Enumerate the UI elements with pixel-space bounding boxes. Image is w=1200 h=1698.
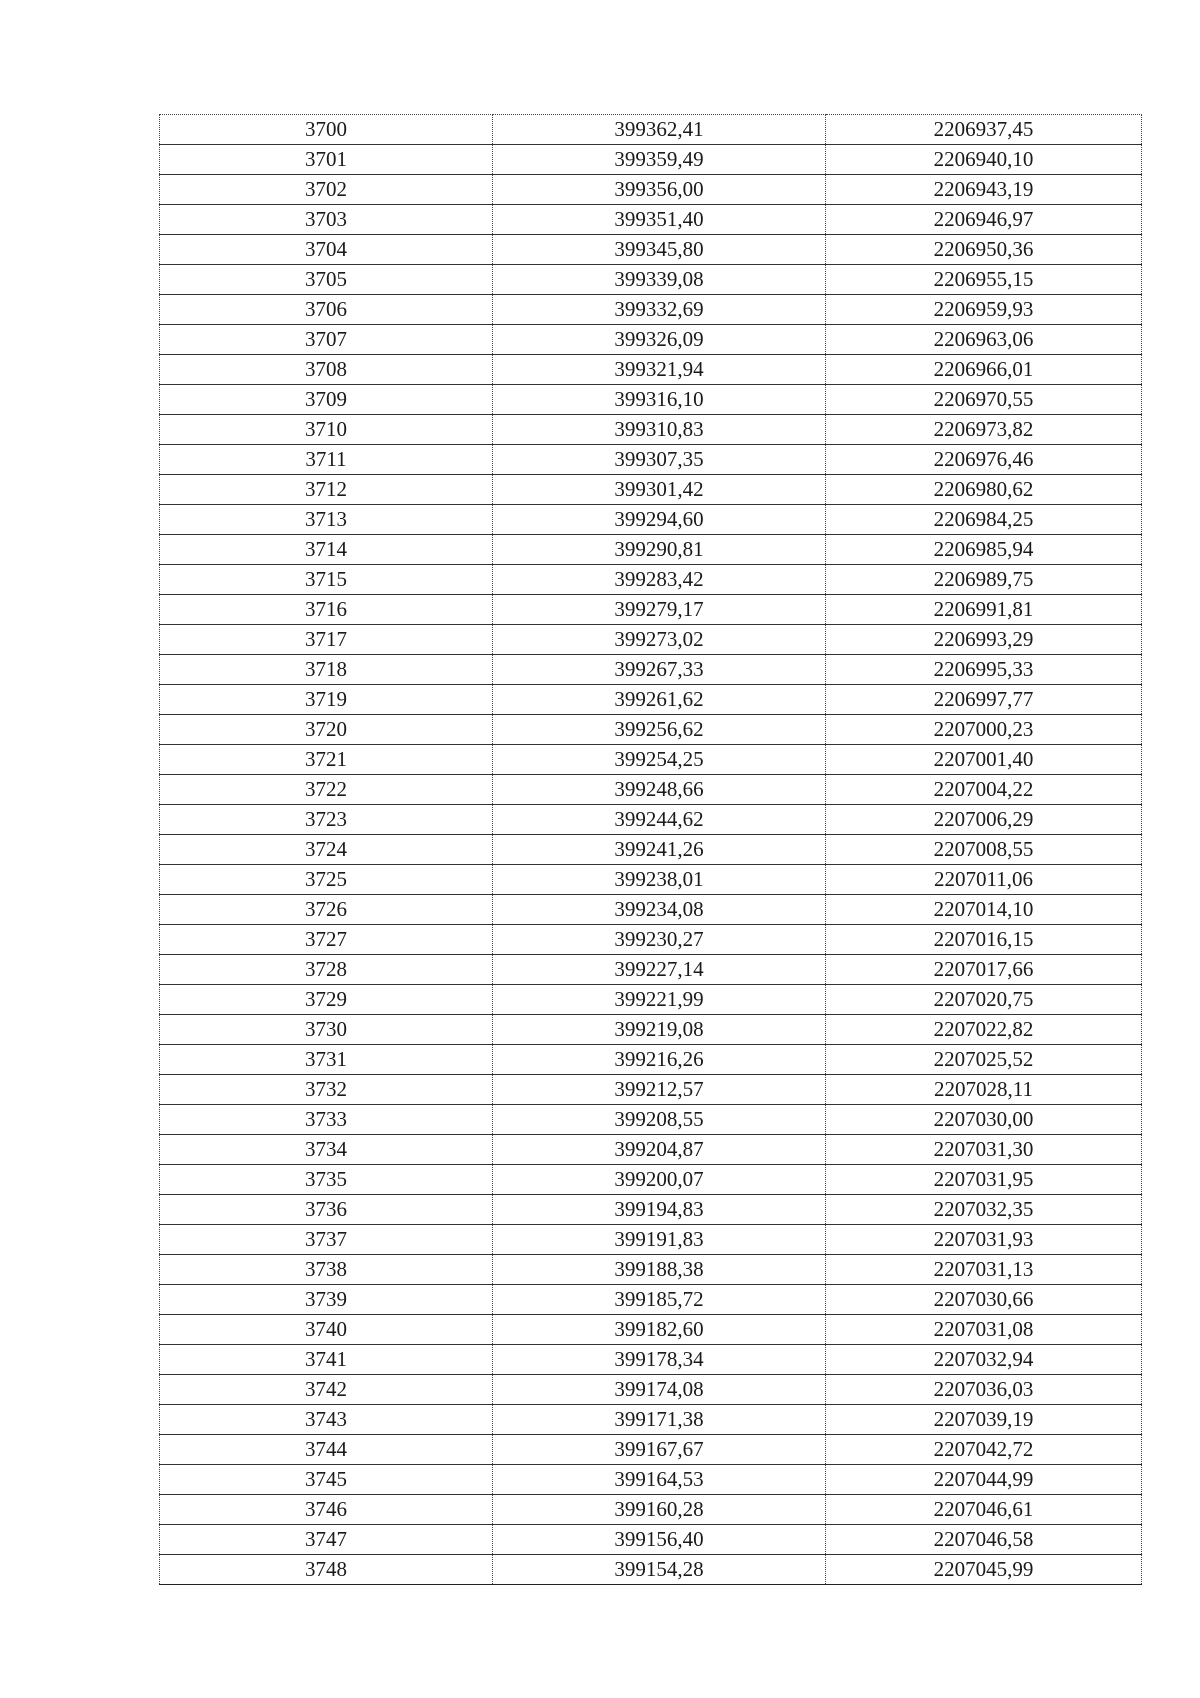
- point-number-cell: 3724: [160, 835, 493, 865]
- point-number-cell: 3701: [160, 145, 493, 175]
- coordinates-table: [159, 114, 1142, 1585]
- table-row: [160, 1045, 1142, 1075]
- point-number-cell: 3748: [160, 1555, 493, 1585]
- point-number-cell: 3731: [160, 1045, 493, 1075]
- point-number-cell: 3744: [160, 1435, 493, 1465]
- table-row: [160, 145, 1142, 175]
- point-number-cell: 3745: [160, 1465, 493, 1495]
- y-coordinate-cell: 2206980,62: [826, 475, 1142, 505]
- table-row: [160, 955, 1142, 985]
- x-coordinate-cell: 399191,83: [493, 1225, 826, 1255]
- table-row: [160, 565, 1142, 595]
- point-number-cell: 3722: [160, 775, 493, 805]
- y-coordinate-cell: 2207020,75: [826, 985, 1142, 1015]
- y-coordinate-cell: 2206997,77: [826, 685, 1142, 715]
- x-coordinate-cell: 399174,08: [493, 1375, 826, 1405]
- point-number-cell: 3723: [160, 805, 493, 835]
- y-coordinate-cell: 2206991,81: [826, 595, 1142, 625]
- y-coordinate-cell: 2207006,29: [826, 805, 1142, 835]
- y-coordinate-cell: 2207017,66: [826, 955, 1142, 985]
- y-coordinate-cell: 2207046,58: [826, 1525, 1142, 1555]
- table-row: [160, 385, 1142, 415]
- table-row: [160, 895, 1142, 925]
- point-number-cell: 3706: [160, 295, 493, 325]
- y-coordinate-cell: 2206946,97: [826, 205, 1142, 235]
- y-coordinate-cell: 2207032,35: [826, 1195, 1142, 1225]
- y-coordinate-cell: 2207016,15: [826, 925, 1142, 955]
- point-number-cell: 3736: [160, 1195, 493, 1225]
- x-coordinate-cell: 399194,83: [493, 1195, 826, 1225]
- point-number-cell: 3712: [160, 475, 493, 505]
- table-row: [160, 865, 1142, 895]
- y-coordinate-cell: 2207031,93: [826, 1225, 1142, 1255]
- table-row: [160, 1555, 1142, 1585]
- table-row: [160, 505, 1142, 535]
- y-coordinate-cell: 2207028,11: [826, 1075, 1142, 1105]
- x-coordinate-cell: 399221,99: [493, 985, 826, 1015]
- x-coordinate-cell: 399356,00: [493, 175, 826, 205]
- x-coordinate-cell: 399212,57: [493, 1075, 826, 1105]
- x-coordinate-cell: 399267,33: [493, 655, 826, 685]
- y-coordinate-cell: 2207042,72: [826, 1435, 1142, 1465]
- table-row: [160, 1225, 1142, 1255]
- x-coordinate-cell: 399227,14: [493, 955, 826, 985]
- y-coordinate-cell: 2207000,23: [826, 715, 1142, 745]
- y-coordinate-cell: 2207046,61: [826, 1495, 1142, 1525]
- y-coordinate-cell: 2206970,55: [826, 385, 1142, 415]
- point-number-cell: 3702: [160, 175, 493, 205]
- x-coordinate-cell: 399160,28: [493, 1495, 826, 1525]
- point-number-cell: 3719: [160, 685, 493, 715]
- x-coordinate-cell: 399359,49: [493, 145, 826, 175]
- point-number-cell: 3738: [160, 1255, 493, 1285]
- x-coordinate-cell: 399188,38: [493, 1255, 826, 1285]
- point-number-cell: 3734: [160, 1135, 493, 1165]
- table-row: [160, 235, 1142, 265]
- y-coordinate-cell: 2207030,66: [826, 1285, 1142, 1315]
- x-coordinate-cell: 399254,25: [493, 745, 826, 775]
- table-row: [160, 1285, 1142, 1315]
- point-number-cell: 3700: [160, 115, 493, 145]
- point-number-cell: 3704: [160, 235, 493, 265]
- y-coordinate-cell: 2206950,36: [826, 235, 1142, 265]
- x-coordinate-cell: 399339,08: [493, 265, 826, 295]
- y-coordinate-cell: 2207031,13: [826, 1255, 1142, 1285]
- x-coordinate-cell: 399185,72: [493, 1285, 826, 1315]
- x-coordinate-cell: 399248,66: [493, 775, 826, 805]
- y-coordinate-cell: 2207031,30: [826, 1135, 1142, 1165]
- x-coordinate-cell: 399294,60: [493, 505, 826, 535]
- y-coordinate-cell: 2206973,82: [826, 415, 1142, 445]
- coordinates-table-body: [160, 115, 1142, 1585]
- point-number-cell: 3735: [160, 1165, 493, 1195]
- y-coordinate-cell: 2207036,03: [826, 1375, 1142, 1405]
- x-coordinate-cell: 399321,94: [493, 355, 826, 385]
- point-number-cell: 3721: [160, 745, 493, 775]
- table-row: [160, 1015, 1142, 1045]
- point-number-cell: 3703: [160, 205, 493, 235]
- y-coordinate-cell: 2206989,75: [826, 565, 1142, 595]
- table-row: [160, 1525, 1142, 1555]
- table-row: [160, 415, 1142, 445]
- y-coordinate-cell: 2206995,33: [826, 655, 1142, 685]
- table-row: [160, 475, 1142, 505]
- table-row: [160, 355, 1142, 385]
- point-number-cell: 3717: [160, 625, 493, 655]
- x-coordinate-cell: 399290,81: [493, 535, 826, 565]
- point-number-cell: 3708: [160, 355, 493, 385]
- table-row: [160, 445, 1142, 475]
- x-coordinate-cell: 399261,62: [493, 685, 826, 715]
- table-row: [160, 115, 1142, 145]
- x-coordinate-cell: 399307,35: [493, 445, 826, 475]
- table-row: [160, 535, 1142, 565]
- y-coordinate-cell: 2207039,19: [826, 1405, 1142, 1435]
- table-row: [160, 1315, 1142, 1345]
- x-coordinate-cell: 399182,60: [493, 1315, 826, 1345]
- point-number-cell: 3740: [160, 1315, 493, 1345]
- table-row: [160, 715, 1142, 745]
- x-coordinate-cell: 399244,62: [493, 805, 826, 835]
- x-coordinate-cell: 399279,17: [493, 595, 826, 625]
- y-coordinate-cell: 2206943,19: [826, 175, 1142, 205]
- point-number-cell: 3711: [160, 445, 493, 475]
- y-coordinate-cell: 2206959,93: [826, 295, 1142, 325]
- point-number-cell: 3715: [160, 565, 493, 595]
- x-coordinate-cell: 399273,02: [493, 625, 826, 655]
- table-row: [160, 1075, 1142, 1105]
- table-row: [160, 205, 1142, 235]
- table-row: [160, 1135, 1142, 1165]
- x-coordinate-cell: 399256,62: [493, 715, 826, 745]
- table-row: [160, 1375, 1142, 1405]
- y-coordinate-cell: 2206976,46: [826, 445, 1142, 475]
- table-row: [160, 685, 1142, 715]
- point-number-cell: 3742: [160, 1375, 493, 1405]
- table-row: [160, 295, 1142, 325]
- y-coordinate-cell: 2206993,29: [826, 625, 1142, 655]
- y-coordinate-cell: 2207022,82: [826, 1015, 1142, 1045]
- y-coordinate-cell: 2207045,99: [826, 1555, 1142, 1585]
- table-row: [160, 1255, 1142, 1285]
- point-number-cell: 3732: [160, 1075, 493, 1105]
- x-coordinate-cell: 399156,40: [493, 1525, 826, 1555]
- point-number-cell: 3726: [160, 895, 493, 925]
- table-row: [160, 1195, 1142, 1225]
- table-row: [160, 1105, 1142, 1135]
- table-row: [160, 835, 1142, 865]
- point-number-cell: 3720: [160, 715, 493, 745]
- table-row: [160, 775, 1142, 805]
- table-row: [160, 985, 1142, 1015]
- y-coordinate-cell: 2207011,06: [826, 865, 1142, 895]
- y-coordinate-cell: 2207004,22: [826, 775, 1142, 805]
- x-coordinate-cell: 399345,80: [493, 235, 826, 265]
- x-coordinate-cell: 399171,38: [493, 1405, 826, 1435]
- point-number-cell: 3730: [160, 1015, 493, 1045]
- y-coordinate-cell: 2207014,10: [826, 895, 1142, 925]
- point-number-cell: 3714: [160, 535, 493, 565]
- y-coordinate-cell: 2207032,94: [826, 1345, 1142, 1375]
- x-coordinate-cell: 399178,34: [493, 1345, 826, 1375]
- y-coordinate-cell: 2207001,40: [826, 745, 1142, 775]
- y-coordinate-cell: 2207025,52: [826, 1045, 1142, 1075]
- x-coordinate-cell: 399167,67: [493, 1435, 826, 1465]
- point-number-cell: 3733: [160, 1105, 493, 1135]
- point-number-cell: 3729: [160, 985, 493, 1015]
- x-coordinate-cell: 399200,07: [493, 1165, 826, 1195]
- x-coordinate-cell: 399154,28: [493, 1555, 826, 1585]
- point-number-cell: 3718: [160, 655, 493, 685]
- x-coordinate-cell: 399164,53: [493, 1465, 826, 1495]
- table-row: [160, 325, 1142, 355]
- y-coordinate-cell: 2206937,45: [826, 115, 1142, 145]
- point-number-cell: 3741: [160, 1345, 493, 1375]
- table-row: [160, 265, 1142, 295]
- table-row: [160, 1165, 1142, 1195]
- point-number-cell: 3739: [160, 1285, 493, 1315]
- point-number-cell: 3728: [160, 955, 493, 985]
- x-coordinate-cell: 399301,42: [493, 475, 826, 505]
- table-row: [160, 1495, 1142, 1525]
- x-coordinate-cell: 399219,08: [493, 1015, 826, 1045]
- y-coordinate-cell: 2206966,01: [826, 355, 1142, 385]
- x-coordinate-cell: 399241,26: [493, 835, 826, 865]
- x-coordinate-cell: 399351,40: [493, 205, 826, 235]
- table-row: [160, 805, 1142, 835]
- point-number-cell: 3709: [160, 385, 493, 415]
- y-coordinate-cell: 2206984,25: [826, 505, 1142, 535]
- x-coordinate-cell: 399204,87: [493, 1135, 826, 1165]
- table-row: [160, 595, 1142, 625]
- x-coordinate-cell: 399326,09: [493, 325, 826, 355]
- point-number-cell: 3713: [160, 505, 493, 535]
- y-coordinate-cell: 2206963,06: [826, 325, 1142, 355]
- x-coordinate-cell: 399230,27: [493, 925, 826, 955]
- x-coordinate-cell: 399216,26: [493, 1045, 826, 1075]
- x-coordinate-cell: 399238,01: [493, 865, 826, 895]
- x-coordinate-cell: 399310,83: [493, 415, 826, 445]
- y-coordinate-cell: 2207031,08: [826, 1315, 1142, 1345]
- x-coordinate-cell: 399362,41: [493, 115, 826, 145]
- table-row: [160, 925, 1142, 955]
- table-row: [160, 1405, 1142, 1435]
- point-number-cell: 3716: [160, 595, 493, 625]
- table-row: [160, 655, 1142, 685]
- point-number-cell: 3707: [160, 325, 493, 355]
- x-coordinate-cell: 399283,42: [493, 565, 826, 595]
- point-number-cell: 3727: [160, 925, 493, 955]
- x-coordinate-cell: 399208,55: [493, 1105, 826, 1135]
- table-row: [160, 1345, 1142, 1375]
- x-coordinate-cell: 399316,10: [493, 385, 826, 415]
- point-number-cell: 3710: [160, 415, 493, 445]
- y-coordinate-cell: 2207044,99: [826, 1465, 1142, 1495]
- y-coordinate-cell: 2206955,15: [826, 265, 1142, 295]
- point-number-cell: 3747: [160, 1525, 493, 1555]
- table-row: [160, 745, 1142, 775]
- table-row: [160, 1435, 1142, 1465]
- y-coordinate-cell: 2207008,55: [826, 835, 1142, 865]
- point-number-cell: 3705: [160, 265, 493, 295]
- table-row: [160, 175, 1142, 205]
- x-coordinate-cell: 399332,69: [493, 295, 826, 325]
- x-coordinate-cell: 399234,08: [493, 895, 826, 925]
- point-number-cell: 3746: [160, 1495, 493, 1525]
- y-coordinate-cell: 2206985,94: [826, 535, 1142, 565]
- table-row: [160, 625, 1142, 655]
- table-row: [160, 1465, 1142, 1495]
- y-coordinate-cell: 2207031,95: [826, 1165, 1142, 1195]
- y-coordinate-cell: 2207030,00: [826, 1105, 1142, 1135]
- point-number-cell: 3725: [160, 865, 493, 895]
- point-number-cell: 3737: [160, 1225, 493, 1255]
- y-coordinate-cell: 2206940,10: [826, 145, 1142, 175]
- point-number-cell: 3743: [160, 1405, 493, 1435]
